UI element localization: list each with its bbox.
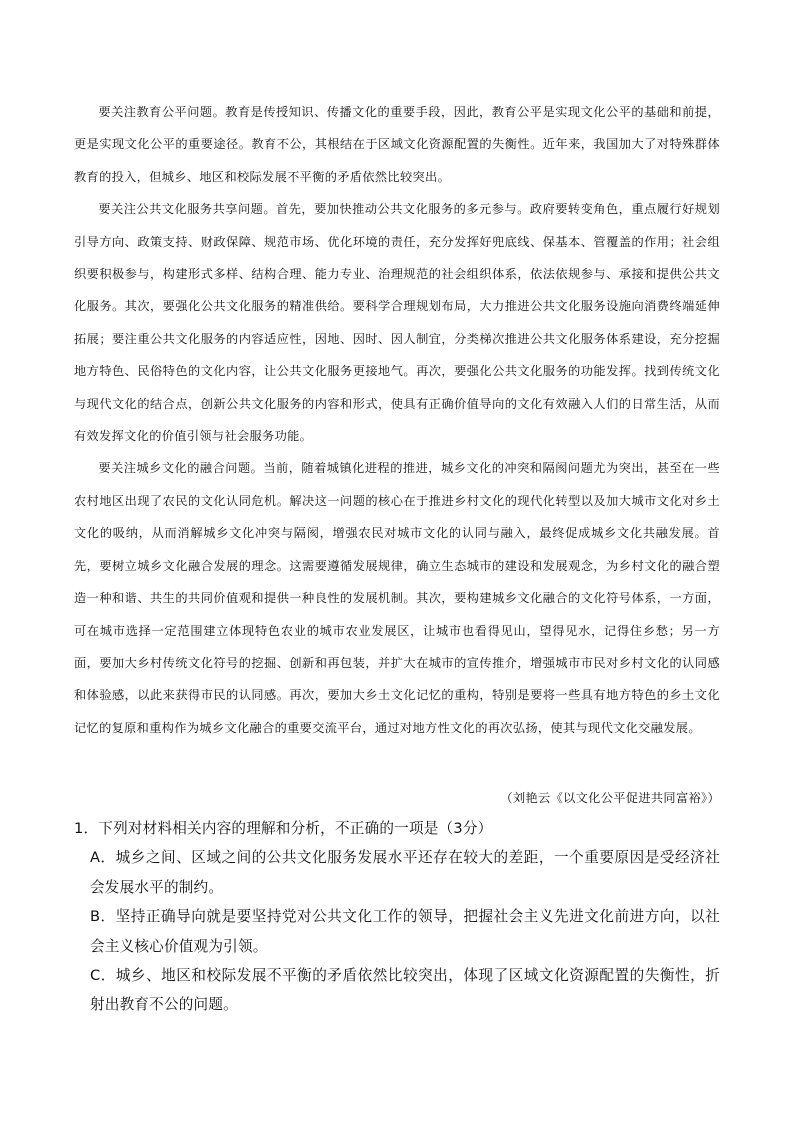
source-citation: （刘艳云《以文化公平促进共同富裕》） (500, 791, 720, 805)
option-a: A．城乡之间、区域之间的公共文化服务发展水平还存在较大的差距，一个重要原因是受经济社会发展水平的制约。 (90, 849, 720, 896)
passage-paragraph: 要关注城乡文化的融合问题。当前，随着城镇化进程的推进，城乡文化的冲突和隔阂问题尤为突出，甚至在一些农村地区出现了农民的文化认同危机。解决这一问题的核心在于推进乡村文化的现代化转型以及加大城市文化对乡土文化的吸纳，从而消解城乡文化冲突与隔阂，增强农民对城市文化的认同与融入，最终促成城乡文化共融发展。首先，要树立城乡文化融合发展的理念。这需要遵循发展规律，确立生态城市的建设和发展观念，为乡村文化的融合塑造一种和谐、共生的共同价值观和提供一种良性的发展机制。其次，要构建城乡文化融合的文化符号体系，一方面，可在城市选择一定范围建立体现特色农业的城市农业发展区，让城市也看得见山，望得见水，记得住乡愁；另一方面，要加大乡村传统文化符号的挖掘、创新和再包装，并扩大在城市的宣传推介，增强城市市民对乡村文化的认同感和体验感，以此来获得市民的认同感。再次，要加大乡土文化记忆的重构，特别是要将一些具有地方特色的乡土文化记忆的复原和重构作为城乡文化融合的重要交流平台，通过对地方性文化的再次弘扬，使其与现代文化交融发展。 (74, 461, 720, 735)
passage-paragraph: 要关注教育公平问题。教育是传授知识、传播文化的重要手段，因此，教育公平是实现文化公平的基础和前提，更是实现文化公平的重要途径。教育不公，其根结在于区域文化资源配置的失衡性。近年来，我国加大了对特殊群体教育的投入，但城乡、地区和校际发展不平衡的矛盾依然比较突出。 (74, 105, 720, 184)
passage-paragraph: 要关注公共文化服务共享问题。首先，要加快推动公共文化服务的多元参与。政府要转变角色，重点履行好规划引导方向、政策支持、财政保障、规范市场、优化环境的责任，充分发挥好兜底线、保基本、管覆盖的作用；社会组织要积极参与，构建形式多样、结构合理、能力专业、治理规范的社会组织体系，依法依规参与、承接和提供公共文化服务。其次，要强化公共文化服务的精准供给。要科学合理规划布局，大力推进公共文化服务设施向消费终端延伸拓展；要注重公共文化服务的内容适应性，因地、因时、因人制宜，分类梯次推进公共文化服务体系建设，充分挖掘地方特色、民俗特色的文化内容，让公共文化服务更接地气。再次，要强化公共文化服务的功能发挥。找到传统文化与现代文化的结合点，创新公共文化服务的内容和形式，使具有正确价值导向的文化有效融入人们的日常生活，从而有效发挥文化的价值引领与社会服务功能。 (74, 202, 720, 444)
reading-passage (74, 96, 720, 744)
question-block (74, 814, 720, 1020)
question-stem: 1．下列对材料相关内容的理解和分析，不正确的一项是（3分） (74, 820, 493, 837)
option-b: B．坚持正确导向就是要坚持党对公共文化工作的领导，把握社会主义先进文化前进方向，以社会主义核心价值观为引领。 (90, 908, 720, 955)
option-c: C．城乡、地区和校际发展不平衡的矛盾依然比较突出，体现了区域文化资源配置的失衡性，折射出教育不公的问题。 (90, 967, 720, 1014)
